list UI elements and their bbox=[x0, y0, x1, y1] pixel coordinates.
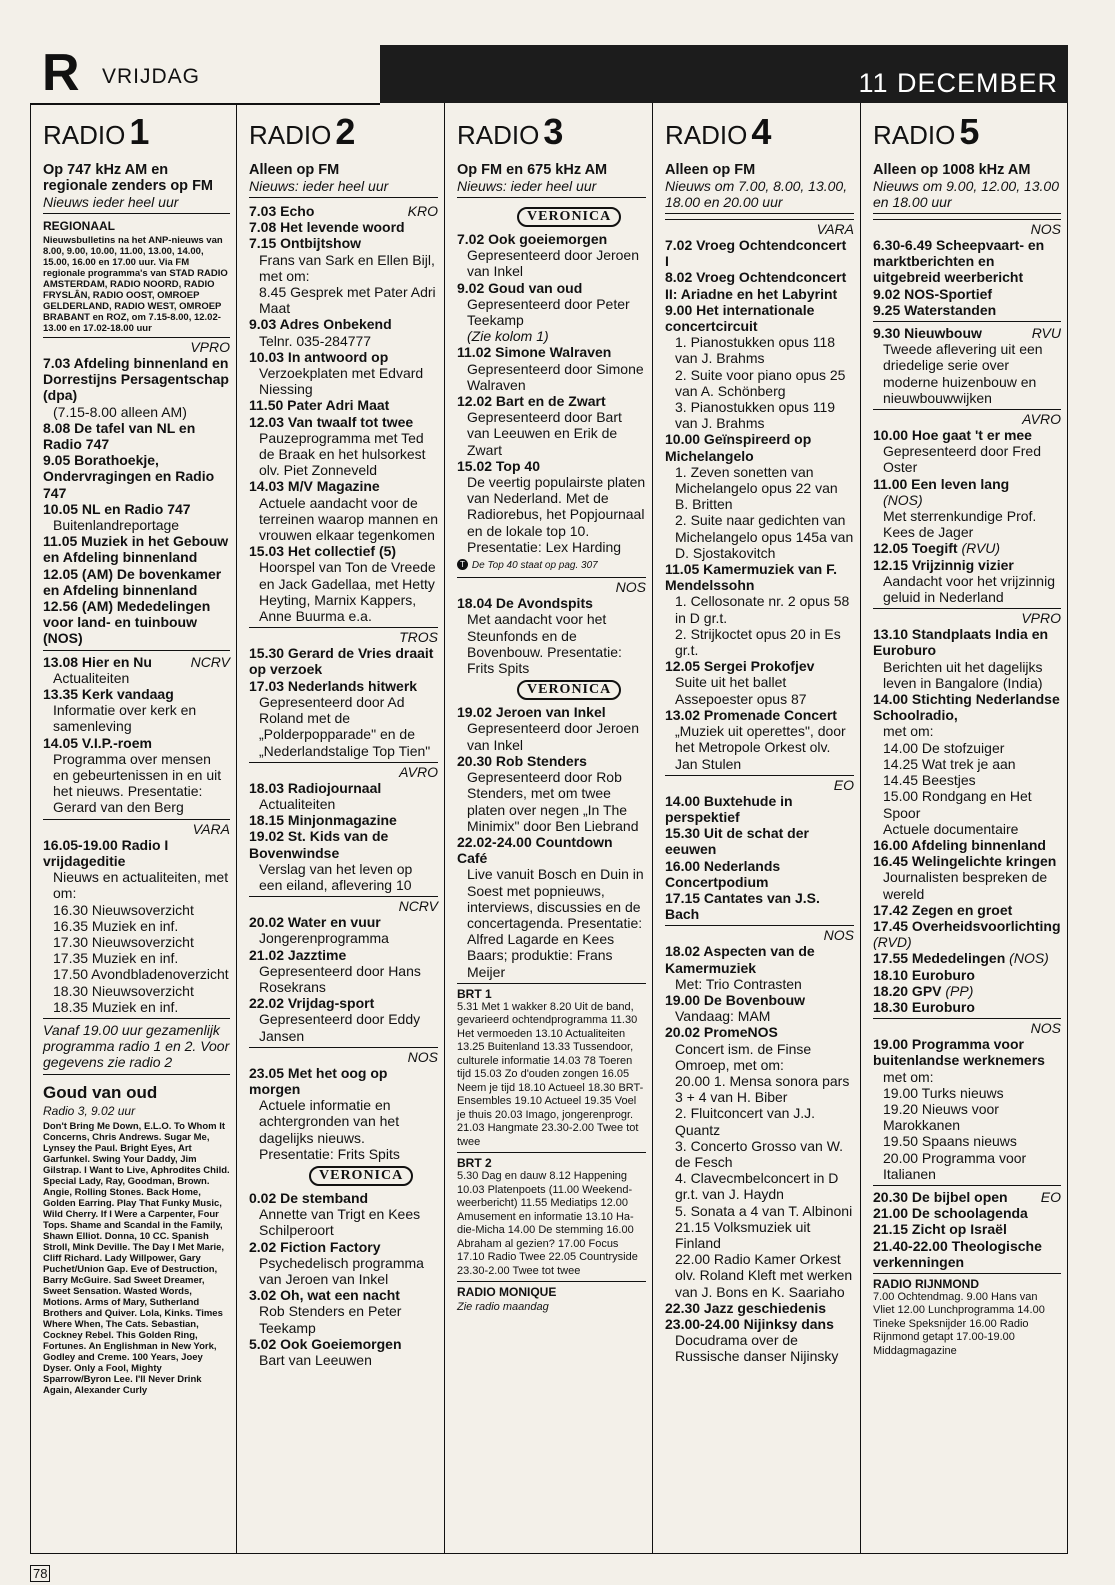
program-title: 18.03 Radiojournaal bbox=[249, 779, 382, 796]
program-title: 11.50 Pater Adri Maat bbox=[249, 397, 390, 414]
program-title: 17.55 Mededelingen (NOS) bbox=[873, 950, 1049, 967]
program-desc: Pauzeprogramma met Ted de Braak en het hulsorkest olv. Piet Zonneveld bbox=[259, 429, 426, 479]
program-desc: Gepresenteerd door Jeroen van Inkel bbox=[467, 720, 639, 753]
sub-item: 4. Clavecmbelconcert in D gr.t. van J. Haydn bbox=[675, 1170, 839, 1203]
program-desc: Psychedelisch programma van Jeroen van Inkel bbox=[259, 1254, 424, 1287]
program-title: 9.02 Goud van oud bbox=[457, 279, 583, 296]
program-desc: Bart van Leeuwen bbox=[259, 1352, 372, 1368]
program-title: 14.00 Buxtehude in perspektief bbox=[665, 792, 793, 825]
program-title: 10.03 In antwoord op bbox=[249, 348, 389, 365]
divider bbox=[43, 650, 230, 651]
station-title bbox=[249, 111, 438, 152]
brt2-title: BRT 2 bbox=[457, 1156, 492, 1171]
section-letter: R bbox=[42, 44, 80, 102]
sub-item: 2. Suite naar gedichten van Michelangelo opus 145a van D. Sjostakovitch bbox=[675, 512, 854, 561]
program-title: 19.02 Jeroen van Inkel bbox=[457, 704, 606, 721]
program-title: 9.05 Borathoekje, Ondervragingen en Radio 747 bbox=[43, 452, 215, 501]
t-icon: T bbox=[457, 559, 468, 570]
program-desc: Verslag van het leven op een eiland, aflevering 10 bbox=[259, 860, 413, 893]
frequency: Op FM en 675 kHz AM bbox=[457, 162, 608, 178]
program-desc: (7.15-8.00 alleen AM) bbox=[53, 403, 187, 420]
broadcaster: NOS bbox=[873, 219, 1061, 237]
program-desc: Gepresenteerd door Hans Rosekrans bbox=[259, 962, 421, 995]
broadcaster: NOS bbox=[457, 577, 646, 595]
column-radio-3 bbox=[445, 103, 653, 1553]
program-title: 14.03 M/V Magazine bbox=[249, 478, 380, 495]
brt1-title: BRT 1 bbox=[457, 986, 492, 1001]
program-title: 7.08 Het levende woord bbox=[249, 219, 405, 236]
program-title: 16.05-19.00 Radio I vrijdageditie bbox=[43, 836, 169, 869]
divider bbox=[457, 983, 646, 984]
sub-item: 19.50 Spaans nieuws bbox=[883, 1133, 1017, 1150]
program-desc: Actualiteiten bbox=[53, 669, 130, 686]
sub-item: 8.45 Gesprek met Pater Adri Maat bbox=[259, 284, 436, 317]
frequency: Op 747 kHz AM en regionale zenders op FM bbox=[43, 162, 213, 194]
program-title: 20.30 Rob Stenders bbox=[457, 752, 587, 769]
program-desc: Met: Trio Contrasten bbox=[675, 975, 802, 992]
sub-item: 20.00 1. Mensa sonora pars 3 + 4 van H. Biber bbox=[675, 1072, 850, 1106]
program-title: 10.00 Geïnspireerd op Michelangelo bbox=[665, 431, 812, 464]
program-title: 17.42 Zegen en groet bbox=[873, 901, 1013, 918]
program-desc: met om: bbox=[883, 1068, 934, 1085]
program-title: 16.00 Afdeling binnenland bbox=[873, 836, 1046, 853]
program-title: 19.00 Programma voor buitenlandse werknemers bbox=[873, 1036, 1045, 1069]
program-desc: Gepresenteerd door Eddy Jansen bbox=[259, 1011, 421, 1044]
program-title: 18.15 Minjonmagazine bbox=[249, 812, 397, 829]
program-note: (Zie kolom 1) bbox=[467, 328, 549, 345]
program-title: 8.02 Vroeg Ochtendconcert II: Ariadne en het Labyrint bbox=[665, 269, 847, 302]
program-desc: Rob Stenders en Peter Teekamp bbox=[259, 1303, 402, 1336]
news-note: Nieuws ieder heel uur bbox=[43, 194, 230, 214]
program-title: 21.40-22.00 Theologische verkenningen bbox=[873, 1237, 1042, 1270]
station-title bbox=[43, 111, 230, 152]
program-title: 15.03 Het collectief (5) bbox=[249, 543, 397, 560]
broadcaster: NCRV bbox=[249, 896, 438, 914]
broadcaster: EO bbox=[665, 775, 854, 793]
top40-note: T De Top 40 staat op pag. 307 bbox=[457, 555, 646, 574]
vanaf-note: Vanaf 19.00 uur gezamenlijk programma radio 1 en 2. Voor gegevens zie radio 2 bbox=[43, 1021, 230, 1071]
program-title: 7.02 Vroeg Ochtendconcert I bbox=[665, 237, 847, 270]
divider bbox=[43, 1074, 230, 1075]
program-title: 13.02 Promenade Concert bbox=[665, 706, 837, 723]
program-title: 20.02 Water en vuur bbox=[249, 914, 381, 931]
program-desc: Gepresenteerd door Simone Walraven bbox=[467, 360, 644, 393]
program-title: 13.35 Kerk vandaag bbox=[43, 686, 174, 703]
program-desc: Vandaag: MAM bbox=[675, 1008, 771, 1025]
program-title: 12.05 Sergei Prokofjev bbox=[665, 658, 815, 675]
program-title: 9.30 Nieuwbouw RVU bbox=[873, 325, 1061, 342]
sub-item: 18.30 Nieuwsoverzicht bbox=[53, 982, 194, 999]
program-title: 19.02 St. Kids van de Bovenwindse bbox=[249, 828, 389, 861]
program-title: 18.20 GPV (PP) bbox=[873, 982, 974, 999]
header-right bbox=[380, 45, 1068, 103]
program-desc: „Muziek uit operettes", door het Metropole Orkest olv. Jan Stulen bbox=[675, 723, 846, 772]
program-title: 18.04 De Avondspits bbox=[457, 595, 593, 612]
program-title: 7.03 Echo KRO bbox=[249, 203, 438, 219]
goud-van-oud-list: Don't Bring Me Down, E.L.O. To Whom It Concerns, Chris Andrews. Sugar Me, Lynsey the Paul. Bright Eyes, Art Garfunkel. Swing Your Daddy, Jim Gilstrap. I Want to Live, Aphrodites Child. Special Lady, Ray, Goodman, Brown. Angie, Rolling Stones. Back Home, Golden Earring. Play That Funky Music, Wild Cherry. If I Were a Carpenter, Four Tops. Shame and Scandal in the Family, Shawn Elliot. Donna, 10 CC. Spanish Stroll, Mink Deville. The Day I Met Marie, Cliff Richard. Lady Willpower, Gary Puchet/Union Gap. Eve of Destruction, Barry McGuire. Sad Sweet Dreamer, Sweet Sensation. Wasted Words, Motions. Arms of Mary, Sutherland Brothers and Quiver. Lola, Kinks. Times Where When, The Cats. Sebastian, Cockney Rebel. This Golden Ring, Fortunes. An Englishman in New York, Godley and Creme. 100 Years, Joey Dyser. Only a Fool, Mighty Sparrow/Byron Lee. I'll Never Drink Again, Alexander Curly bbox=[43, 1120, 230, 1396]
veronica-logo: VERONICA bbox=[517, 680, 621, 700]
program-desc: Aandacht voor het vrijzinnig geluid in Nederland bbox=[883, 572, 1055, 606]
day-label: VRIJDAG bbox=[102, 65, 201, 88]
station-number: 2 bbox=[335, 111, 356, 152]
station-name: RADIO bbox=[873, 120, 956, 150]
program-title: 9.25 Waterstanden bbox=[873, 301, 997, 318]
program-title: 21.02 Jazztime bbox=[249, 946, 347, 963]
station-name: RADIO bbox=[43, 120, 126, 150]
program-title: 18.02 Aspecten van de Kamermuziek bbox=[665, 943, 815, 976]
sub-item: 15.00 Rondgang en Het Spoor bbox=[883, 788, 1032, 821]
station-name: RADIO bbox=[457, 120, 540, 150]
program-title: 6.30-6.49 Scheepvaart- en marktberichten en uitgebreid weerbericht bbox=[873, 237, 1045, 286]
program-title: 7.02 Ook goeiemorgen bbox=[457, 231, 608, 247]
program-desc: Annette van Trigt en Kees Schilperoort bbox=[259, 1206, 421, 1239]
program-title: 18.30 Euroburo bbox=[873, 998, 975, 1015]
broadcaster: NOS bbox=[665, 925, 854, 943]
program-desc: Actuele informatie en achtergronden van het dagelijks nieuws. Presentatie: Frits Spits bbox=[259, 1097, 400, 1162]
sub-item: 3. Pianostukken opus 119 van J. Brahms bbox=[675, 399, 836, 432]
program-title: 8.08 De tafel van NL en Radio 747 bbox=[43, 419, 196, 453]
program-desc: Tweede aflevering uit een driedelige serie over moderne huizenbouw en nieuwbouwwijken bbox=[883, 341, 1043, 406]
program-title: 9.00 Het internationale concertcircuit bbox=[665, 301, 815, 335]
program-desc: Gepresenteerd door Jeroen van Inkel bbox=[467, 247, 639, 280]
header-left bbox=[30, 45, 380, 105]
divider bbox=[873, 1273, 1061, 1274]
program-title: 15.30 Uit de schat der eeuwen bbox=[665, 825, 809, 858]
program-title: 20.30 De bijbel open EO bbox=[873, 1188, 1061, 1205]
program-title: 22.02-24.00 Countdown Café bbox=[457, 833, 613, 867]
program-title: 22.30 Jazz geschiedenis bbox=[665, 1299, 827, 1316]
program-desc: Gepresenteerd door Fred Oster bbox=[883, 443, 1041, 476]
column-radio-4 bbox=[653, 103, 861, 1553]
program-desc: Nieuws en actualiteiten, met om: bbox=[53, 869, 229, 902]
page-number: 78 bbox=[30, 1565, 50, 1582]
broadcaster: NOS bbox=[249, 1047, 438, 1065]
station-number: 5 bbox=[959, 111, 980, 152]
sub-item: 1. Zeven sonetten van Michelangelo opus 22 van B. Britten bbox=[675, 463, 838, 513]
sub-item: 1. Pianostukken opus 118 van J. Brahms bbox=[675, 334, 836, 367]
divider bbox=[873, 321, 1061, 322]
sub-item: 2. Suite voor piano opus 25 van A. Schönberg bbox=[675, 366, 846, 399]
program-title: 0.02 De stemband bbox=[249, 1189, 369, 1206]
station-name: RADIO bbox=[249, 120, 332, 150]
goud-van-oud-sub: Radio 3, 9.02 uur bbox=[43, 1103, 136, 1118]
program-title: 7.03 Afdeling binnenland en Dorrestijns Persagentschap (dpa) bbox=[43, 355, 229, 404]
broadcaster: VPRO bbox=[873, 608, 1061, 626]
program-title: 17.03 Nederlands hitwerk bbox=[249, 677, 418, 694]
sub-item: 17.50 Avondbladenoverzicht bbox=[53, 966, 229, 983]
divider bbox=[873, 1185, 1061, 1186]
program-desc: Actualiteiten bbox=[259, 795, 336, 812]
program-title: 13.08 Hier en Nu NCRV bbox=[43, 653, 230, 670]
sub-item: 2. Strijkoctet opus 20 in Es gr.t. bbox=[675, 625, 841, 659]
brt1-text: 5.31 Met 1 wakker 8.20 Uit de band, gevarieerd ochtendprogramma 11.30 Het vermoeden 13.10 Actualiteiten 13.25 Buitenland 13.33 Tussendoor, culturele informatie 14.03 78 Toeren tijd 15.03 Zo d'ouden zongen 16.05 Neem je tijd 18.10 Actueel 18.30 BRT-Ensembles 19.10 Actueel 19.35 Voel je thuis 20.03 Imago, jongerenprogr. 21.03 Hangmate 23.30-2.00 Twee tot twee bbox=[457, 1000, 644, 1148]
broadcaster: VARA bbox=[43, 819, 230, 837]
news-note: Nieuws: ieder heel uur bbox=[457, 178, 646, 198]
program-note: (NOS) bbox=[883, 491, 923, 508]
program-desc: Suite uit het ballet Assepoester opus 87 bbox=[675, 674, 807, 707]
regionaal-text: Nieuwsbulletins na het ANP-nieuws van 8.00, 9.00, 10.00, 11.00, 13.00, 14.00, 15.00, 16.00 en 17.00 uur. Via FM regionale programma's van STAD RADIO AMSTERDAM, RADIO NOORD, RADIO FRYSLÂN, RADIO OOST, OMROEP GELDERLAND, RADIO WEST, OMROEP BRABANT en ROZ, om 7.15-8.00, 12.02-13.00 en 17.02-18.00 uur bbox=[43, 235, 228, 334]
program-title: 13.10 Standplaats India en Euroburo bbox=[873, 626, 1049, 659]
program-desc: Met aandacht voor het Steunfonds en de Bovenbouw. Presentatie: Frits Spits bbox=[467, 611, 622, 677]
sub-item: 16.30 Nieuwsoverzicht bbox=[53, 901, 194, 918]
sub-item: 17.30 Nieuwsoverzicht bbox=[53, 933, 194, 950]
divider bbox=[457, 1281, 646, 1282]
program-desc: Buitenlandreportage bbox=[53, 517, 180, 534]
program-desc: Concert ism. de Finse Omroep, met om: bbox=[675, 1040, 812, 1073]
program-desc: Programma over mensen en gebeurtenissen in en uit het nieuws. Presentatie: Gerard van den Berg bbox=[53, 750, 222, 816]
broadcaster: AVRO bbox=[873, 409, 1061, 427]
program-desc: met om: bbox=[883, 723, 934, 740]
program-title: 2.02 Fiction Factory bbox=[249, 1238, 381, 1255]
station-title bbox=[457, 111, 646, 152]
program-title: 15.30 Gerard de Vries draait op verzoek bbox=[249, 645, 434, 678]
sub-item: 20.00 Programma voor Italianen bbox=[883, 1149, 1027, 1182]
program-title: 12.05 (AM) De bovenkamer en Afdeling binnenland bbox=[43, 565, 222, 598]
brt2-text: 5.30 Dag en dauw 8.12 Happening 10.03 Platenpoets (11.00 Weekend-weerbericht) 11.55 Mediatips 12.00 Amusement en informatie 13.10 Ha-die-Micha 14.00 De stemming 16.00 Abraham al gezien? 17.00 Focus 17.10 Radio Twee 22.05 Countryside 23.30-2.00 Twee tot twee bbox=[457, 1170, 638, 1277]
program-title: 12.56 (AM) Mededelingen voor land- en tuinbouw (NOS) bbox=[43, 598, 211, 647]
station-title bbox=[873, 111, 1061, 152]
program-title: 20.02 PromeNOS bbox=[665, 1024, 778, 1041]
veronica-logo: VERONICA bbox=[309, 1166, 413, 1186]
program-title: 11.05 Muziek in het Gebouw en Afdeling binnenland bbox=[43, 533, 229, 566]
program-title: 14.05 V.I.P.-roem bbox=[43, 734, 152, 751]
date-label: 11 DECEMBER bbox=[858, 68, 1058, 98]
station-name: RADIO bbox=[665, 120, 748, 150]
program-title: 11.00 Een leven lang bbox=[873, 475, 1010, 492]
broadcaster: NOS bbox=[873, 1018, 1061, 1036]
program-title: 17.45 Overheidsvoorlichting (RVD) bbox=[873, 917, 1061, 951]
divider bbox=[457, 1152, 646, 1153]
frequency: Alleen op FM bbox=[665, 162, 756, 178]
column-radio-2 bbox=[237, 103, 445, 1553]
program-title: 23.05 Met het oog op morgen bbox=[249, 1064, 388, 1097]
program-title: 12.03 Van twaalf tot twee bbox=[249, 413, 414, 430]
program-title: 15.02 Top 40 bbox=[457, 457, 541, 474]
monique-title: RADIO MONIQUE bbox=[457, 1285, 557, 1300]
station-title bbox=[665, 111, 854, 152]
program-title: 5.02 Ook Goeiemorgen bbox=[249, 1335, 402, 1352]
column-radio-1 bbox=[30, 103, 237, 1553]
program-title: 12.05 Toegift (RVU) bbox=[873, 540, 1001, 557]
program-title: 22.02 Vrijdag-sport bbox=[249, 995, 375, 1012]
news-note: Nieuws om 7.00, 8.00, 13.00, 18.00 en 20.00 uur bbox=[665, 178, 854, 214]
sub-item: 5. Sonata a 4 van T. Albinoni bbox=[675, 1202, 853, 1219]
divider bbox=[43, 1018, 230, 1019]
program-title: 18.10 Euroburo bbox=[873, 966, 975, 983]
sub-item: 21.15 Volksmuziek uit Finland bbox=[675, 1218, 811, 1251]
broadcaster: AVRO bbox=[249, 762, 438, 780]
program-desc: Docudrama over de Russische danser Nijinsky bbox=[675, 1332, 839, 1365]
program-desc: Telnr. 035-284777 bbox=[259, 332, 372, 349]
sub-item: 14.00 De stofzuiger bbox=[883, 739, 1005, 756]
program-title: 9.03 Adres Onbekend bbox=[249, 316, 392, 333]
frequency: Alleen op 1008 kHz AM bbox=[873, 162, 1031, 178]
program-desc: Gepresenteerd door Ad Roland met de „Polderpopparade" en de „Nederlandstalige Top Tien" bbox=[259, 693, 431, 759]
program-desc: Gepresenteerd door Peter Teekamp bbox=[467, 295, 630, 329]
program-desc: Jongerenprogramma bbox=[259, 930, 389, 947]
page-header bbox=[30, 45, 1068, 103]
program-desc: Met sterrenkundige Prof. Kees de Jager bbox=[883, 508, 1037, 541]
program-title: 21.00 De schoolagenda bbox=[873, 1205, 1028, 1222]
program-desc: Berichten uit het dagelijks leven in Bangalore (India) bbox=[883, 658, 1043, 691]
program-title: 7.15 Ontbijtshow bbox=[249, 235, 362, 252]
station-number: 1 bbox=[129, 111, 150, 152]
program-desc: Actuele aandacht voor de terreinen waarop mannen en vrouwen elkaar tegenkomen bbox=[259, 494, 439, 544]
sub-item: 19.00 Turks nieuws bbox=[883, 1084, 1004, 1101]
program-title: 19.00 De Bovenbouw bbox=[665, 991, 806, 1008]
frequency: Alleen op FM bbox=[249, 162, 340, 178]
broadcaster: VARA bbox=[665, 219, 854, 237]
program-title: 11.02 Simone Walraven bbox=[457, 344, 612, 361]
program-title: 9.02 NOS-Sportief bbox=[873, 285, 993, 302]
veronica-logo: VERONICA bbox=[517, 207, 621, 227]
program-desc: Gepresenteerd door Bart van Leeuwen en Erik de Zwart bbox=[467, 409, 622, 458]
program-desc: Journalisten bespreken de wereld bbox=[883, 869, 1048, 902]
program-title: 11.05 Kamermuziek van F. Mendelssohn bbox=[665, 561, 837, 594]
program-title: 17.15 Cantates van J.S. Bach bbox=[665, 889, 820, 923]
sub-item: 17.35 Muziek en inf. bbox=[53, 950, 179, 967]
sub-item: 16.35 Muziek en inf. bbox=[53, 917, 179, 934]
program-desc: Hoorspel van Ton de Vreede en Jack Gadellaa, met Hetty Heyting, Marnix Kappers, Anne Buurma e.a. bbox=[259, 559, 436, 625]
program-title: 10.05 NL en Radio 747 bbox=[43, 500, 191, 517]
program-desc: Informatie over kerk en samenleving bbox=[53, 702, 197, 735]
news-note: Nieuws om 9.00, 12.00, 13.00 en 18.00 uur bbox=[873, 178, 1061, 214]
rijnmond-text: 7.00 Ochtendmag. 9.00 Hans van Vliet 12.00 Lunchprogramma 14.00 Tineke Speksnijder 16.00 Radio Rijnmond getapt 17.00-19.00 Middagmagazine bbox=[873, 1290, 1045, 1357]
column-radio-5 bbox=[861, 103, 1068, 1553]
sub-item: 14.25 Wat trek je aan bbox=[883, 755, 1016, 772]
broadcaster: TROS bbox=[249, 627, 438, 645]
sub-item: 18.35 Muziek en inf. bbox=[53, 998, 179, 1015]
goud-van-oud-title: Goud van oud bbox=[43, 1082, 158, 1102]
program-title: 10.00 Hoe gaat 't er mee bbox=[873, 427, 1032, 444]
program-title: 12.15 Vrijzinnig vizier bbox=[873, 556, 1014, 573]
program-desc: Verzoekplaten met Edvard Niessing bbox=[259, 365, 424, 398]
sub-item: 19.20 Nieuws voor Marokkanen bbox=[883, 1100, 999, 1134]
program-desc: Frans van Sark en Ellen Bijl, met om: bbox=[259, 251, 435, 284]
broadcaster: VPRO bbox=[43, 337, 230, 355]
monique-text: Zie radio maandag bbox=[457, 1301, 549, 1314]
station-number: 4 bbox=[751, 111, 772, 152]
station-number: 3 bbox=[543, 111, 564, 152]
rijnmond-title: RADIO RIJNMOND bbox=[873, 1276, 980, 1291]
sub-item: 14.45 Beestjes bbox=[883, 772, 976, 789]
program-title: 12.02 Bart en de Zwart bbox=[457, 393, 606, 410]
program-desc: De veertig populairste platen van Nederland. Met de Radiorebus, het Popjournaal en de lokale top 10. Presentatie: Lex Harding bbox=[467, 474, 646, 555]
regionaal-title: REGIONAAL bbox=[43, 219, 115, 233]
program-desc: Actuele documentaire bbox=[883, 820, 1019, 837]
sub-item: 22.00 Radio Kamer Orkest olv. Roland Kleft met werken van J. Bons en K. Saariaho bbox=[675, 1251, 853, 1300]
program-title: 21.15 Zicht op Israël bbox=[873, 1221, 1007, 1238]
sub-item: 2. Fluitconcert van J.J. Quantz bbox=[675, 1105, 816, 1138]
bottom-divider bbox=[30, 1553, 1068, 1554]
sub-item: 1. Cellosonate nr. 2 opus 58 in D gr.t. bbox=[675, 593, 850, 626]
sub-item: 3. Concerto Grosso van W. de Fesch bbox=[675, 1137, 844, 1170]
program-title: 16.00 Nederlands Concertpodium bbox=[665, 857, 781, 890]
news-note: Nieuws: ieder heel uur bbox=[249, 178, 438, 198]
program-title: 3.02 Oh, wat een nacht bbox=[249, 1287, 400, 1304]
tv-guide-page bbox=[30, 44, 1068, 1581]
program-desc: Gepresenteerd door Rob Stenders, met om twee platen over negen „In The Minimix" door Ben Liebrand bbox=[467, 769, 639, 834]
program-title: 23.00-24.00 Nijinksy dans bbox=[665, 1316, 834, 1332]
program-title: 14.00 Stichting Nederlandse Schoolradio, bbox=[873, 691, 1060, 724]
program-desc: Live vanuit Bosch en Duin in Soest met popnieuws, interviews, discussies en de concertagenda. Presentatie: Alfred Lagarde en Kees Baars; produktie: Frans Meijer bbox=[467, 866, 644, 980]
program-title: 16.45 Welingelichte kringen bbox=[873, 853, 1057, 870]
